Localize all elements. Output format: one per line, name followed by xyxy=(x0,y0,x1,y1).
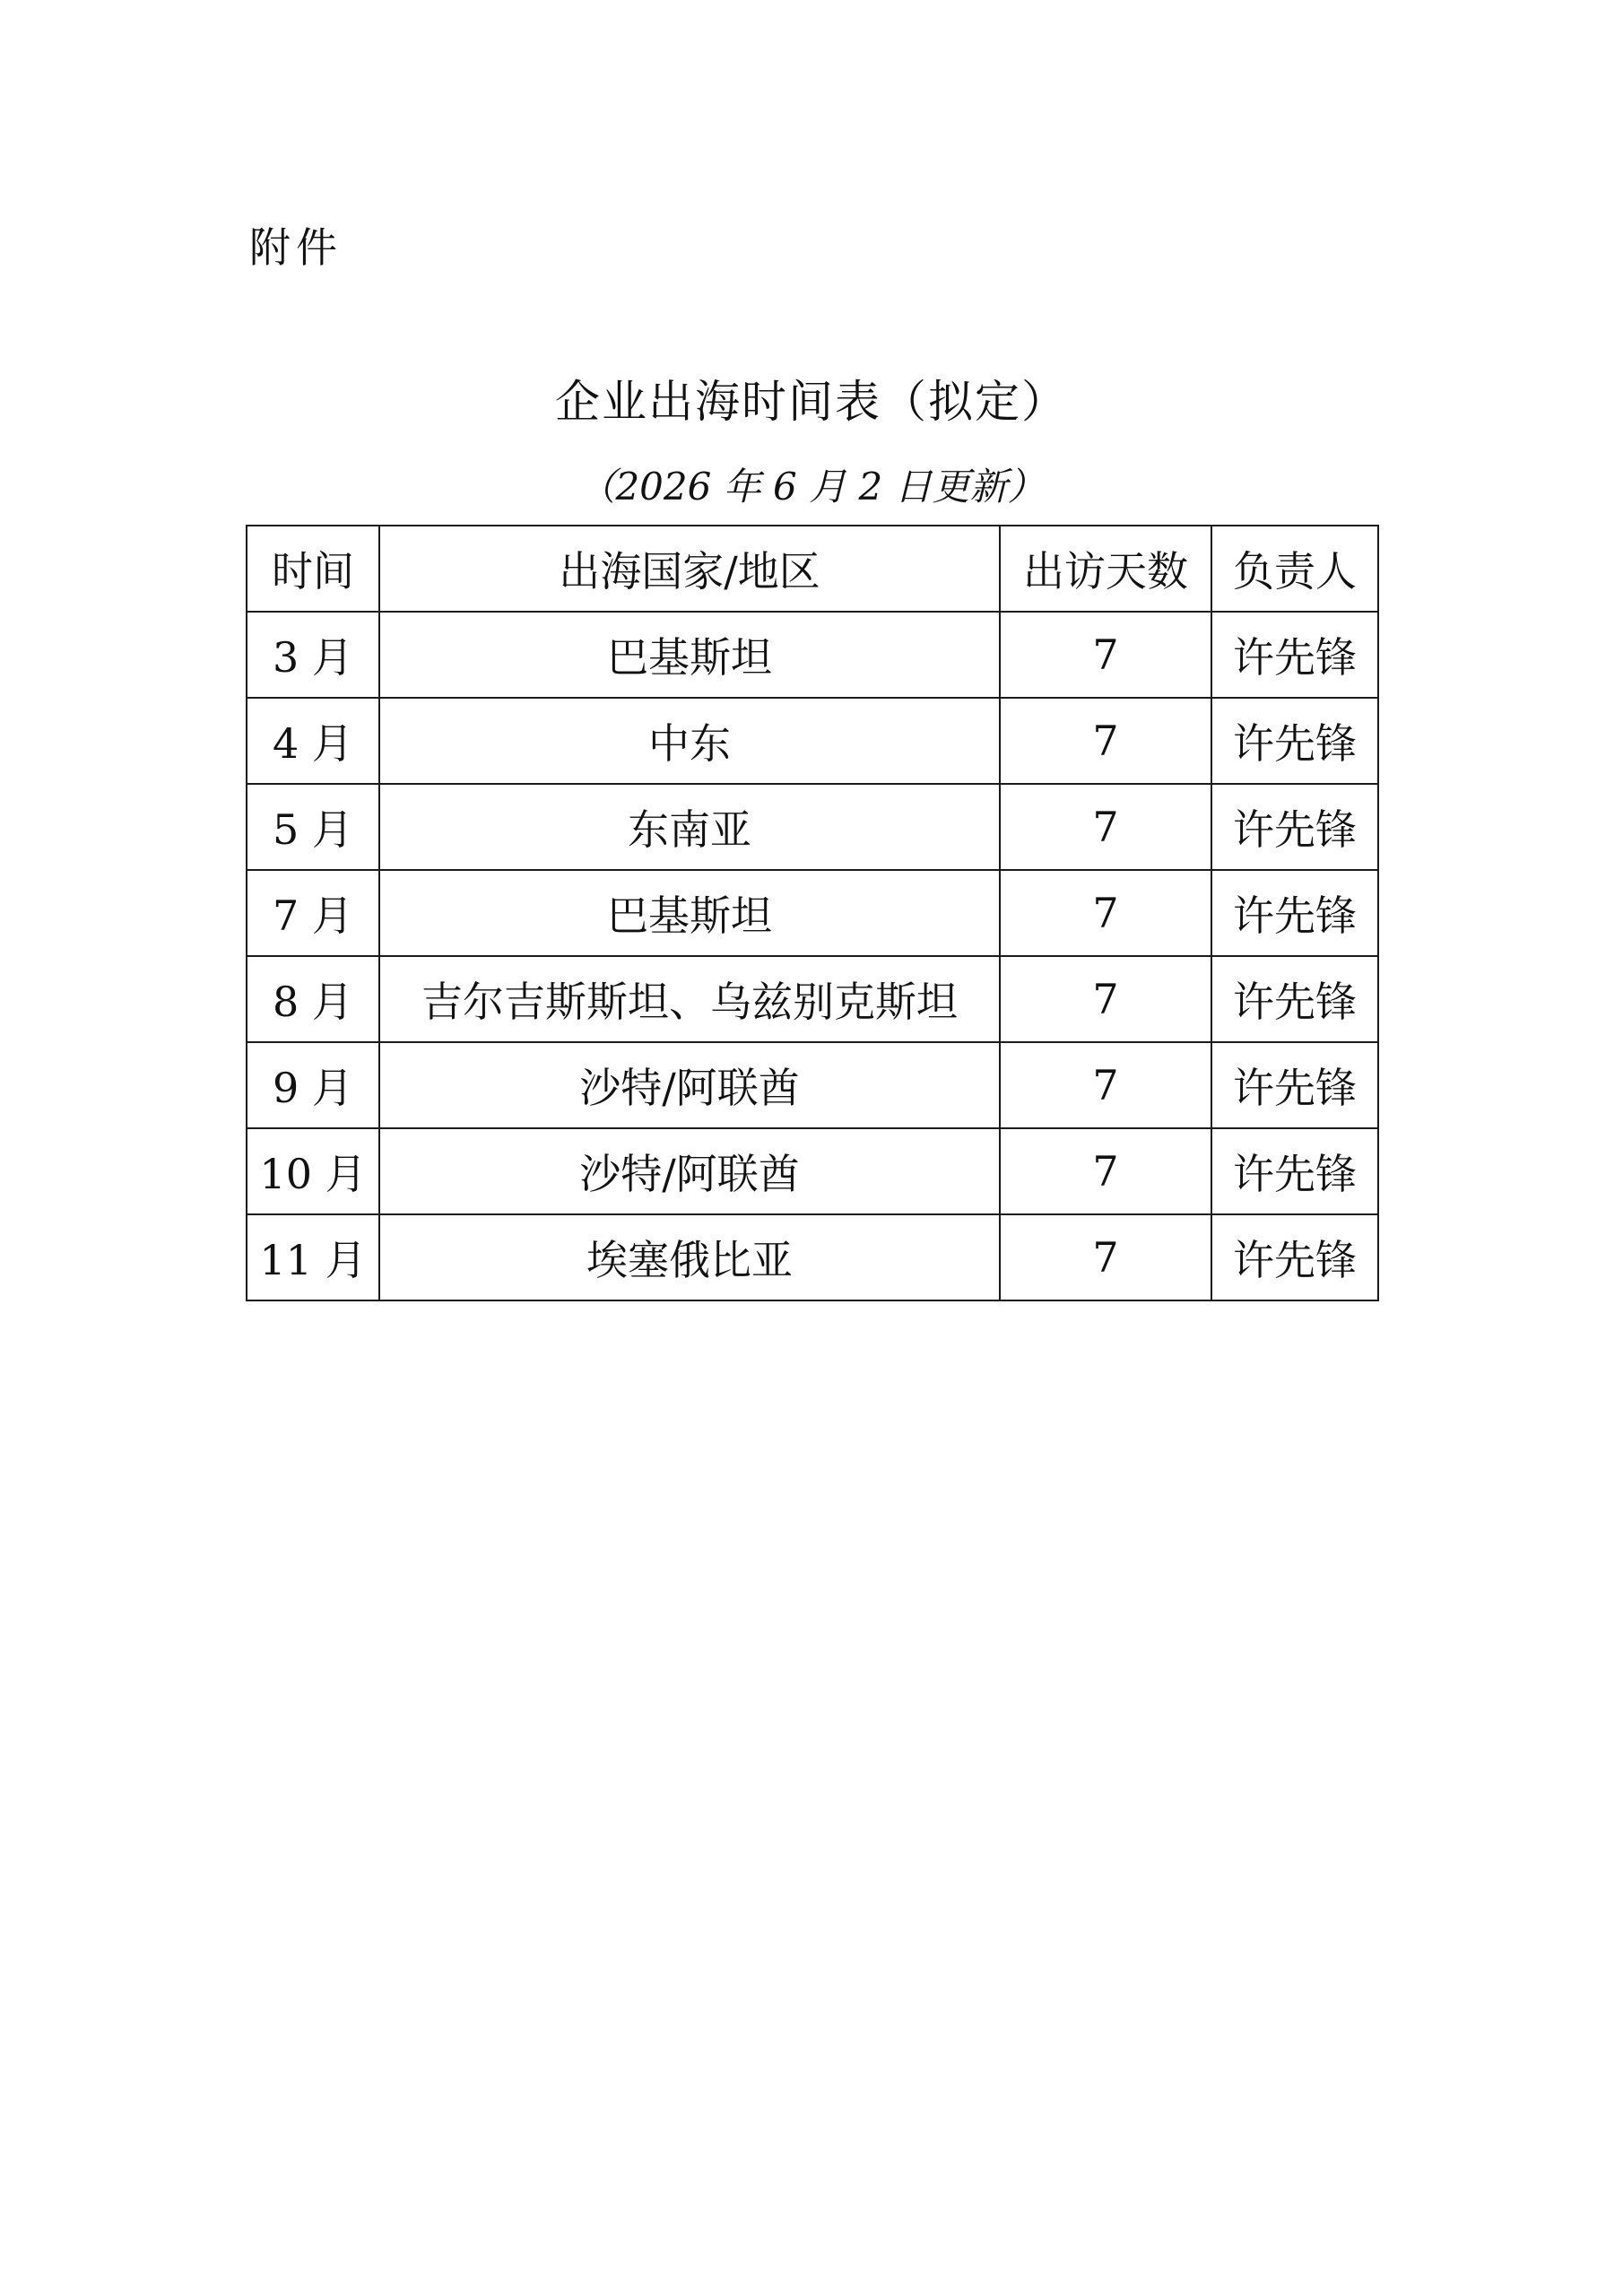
cell-days: 7 xyxy=(1000,1042,1211,1128)
cell-time: 10 月 xyxy=(247,1128,379,1214)
table-row xyxy=(247,1214,1378,1300)
cell-owner: 许先锋 xyxy=(1211,784,1378,870)
cell-time: 11 月 xyxy=(247,1214,379,1300)
document-title: 企业出海时间表（拟定） xyxy=(555,376,1068,428)
header-destination: 出海国家/地区 xyxy=(379,526,1000,612)
cell-destination: 东南亚 xyxy=(379,784,1000,870)
cell-owner: 许先锋 xyxy=(1211,1042,1378,1128)
table-row xyxy=(247,870,1378,956)
header-owner: 负责人 xyxy=(1211,526,1378,612)
document-subtitle: （2026 年 6 月 2 日更新） xyxy=(577,465,1046,509)
schedule-table xyxy=(246,525,1379,1301)
cell-destination: 中东 xyxy=(379,698,1000,784)
cell-owner: 许先锋 xyxy=(1211,1128,1378,1214)
header-days: 出访天数 xyxy=(1000,526,1211,612)
cell-time: 9 月 xyxy=(247,1042,379,1128)
cell-days: 7 xyxy=(1000,956,1211,1042)
cell-destination: 巴基斯坦 xyxy=(379,870,1000,956)
cell-owner: 许先锋 xyxy=(1211,1214,1378,1300)
cell-destination: 沙特/阿联酋 xyxy=(379,1042,1000,1128)
cell-owner: 许先锋 xyxy=(1211,698,1378,784)
cell-destination: 吉尔吉斯斯坦、乌兹别克斯坦 xyxy=(379,956,1000,1042)
cell-time: 8 月 xyxy=(247,956,379,1042)
header-time: 时间 xyxy=(247,526,379,612)
cell-owner: 许先锋 xyxy=(1211,870,1378,956)
table-header-row xyxy=(247,526,1378,612)
cell-destination: 埃塞俄比亚 xyxy=(379,1214,1000,1300)
table-row xyxy=(247,956,1378,1042)
cell-time: 4 月 xyxy=(247,698,379,784)
table-row xyxy=(247,698,1378,784)
cell-days: 7 xyxy=(1000,870,1211,956)
cell-days: 7 xyxy=(1000,1214,1211,1300)
cell-days: 7 xyxy=(1000,1128,1211,1214)
cell-owner: 许先锋 xyxy=(1211,956,1378,1042)
cell-owner: 许先锋 xyxy=(1211,612,1378,698)
cell-destination: 巴基斯坦 xyxy=(379,612,1000,698)
table-row xyxy=(247,612,1378,698)
cell-days: 7 xyxy=(1000,698,1211,784)
cell-destination: 沙特/阿联酋 xyxy=(379,1128,1000,1214)
attachment-label: 附件 xyxy=(249,223,343,272)
cell-time: 7 月 xyxy=(247,870,379,956)
table-row xyxy=(247,1042,1378,1128)
table-row xyxy=(247,1128,1378,1214)
cell-time: 3 月 xyxy=(247,612,379,698)
cell-time: 5 月 xyxy=(247,784,379,870)
table-row xyxy=(247,784,1378,870)
cell-days: 7 xyxy=(1000,612,1211,698)
cell-days: 7 xyxy=(1000,784,1211,870)
